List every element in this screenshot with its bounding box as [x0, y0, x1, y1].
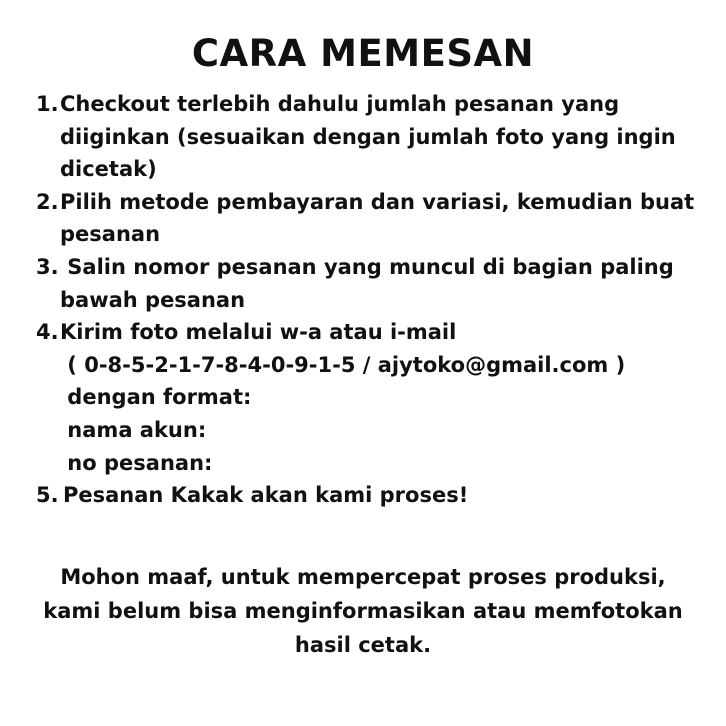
step-line: bawah pesanan [60, 287, 246, 312]
step-line: no pesanan: [60, 450, 213, 475]
closing-note [0, 560, 726, 662]
step-line: pesanan [60, 222, 161, 247]
step-line: diiginkan (sesuaikan dengan jumlah foto yang ingin [60, 124, 676, 149]
step-line: Pilih metode pembayaran dan variasi, kemudian buat [60, 189, 695, 214]
order-steps-list [36, 88, 716, 512]
step-text [60, 88, 716, 186]
step-2 [36, 186, 716, 251]
step-text [60, 251, 716, 316]
step-1 [36, 88, 716, 186]
step-text [60, 186, 716, 251]
step-line: nama akun: [60, 417, 207, 442]
step-line: Checkout terlebih dahulu jumlah pesanan yang [60, 92, 620, 116]
step-line: ( 0-8-5-2-1-7-8-4-0-9-1-5 / ajytoko@gmail.com ) [60, 352, 626, 377]
closing-line: Mohon maaf, untuk mempercepat proses produksi, [60, 565, 666, 589]
step-line: Salin nomor pesanan yang muncul di bagian paling [60, 254, 674, 279]
step-number: 3. [36, 254, 59, 279]
step-text [60, 316, 716, 479]
step-line: Pesanan Kakak akan kami proses! [63, 483, 469, 508]
step-number: 2. [36, 189, 59, 214]
step-line: dicetak) [60, 157, 157, 182]
step-number: 4. [36, 320, 59, 345]
step-number: 1. [36, 92, 59, 116]
step-3 [36, 251, 716, 316]
closing-line: kami belum bisa menginformasikan atau memfotokan [43, 599, 683, 623]
step-number: 5. [36, 483, 59, 508]
closing-line: hasil cetak. [294, 633, 432, 657]
step-4 [36, 316, 716, 479]
page-title: CARA MEMESAN [191, 32, 535, 75]
step-5 [36, 479, 716, 512]
step-line: dengan format: [60, 385, 252, 410]
step-text [63, 479, 716, 512]
step-line: Kirim foto melalui w-a atau i-mail [60, 320, 457, 345]
